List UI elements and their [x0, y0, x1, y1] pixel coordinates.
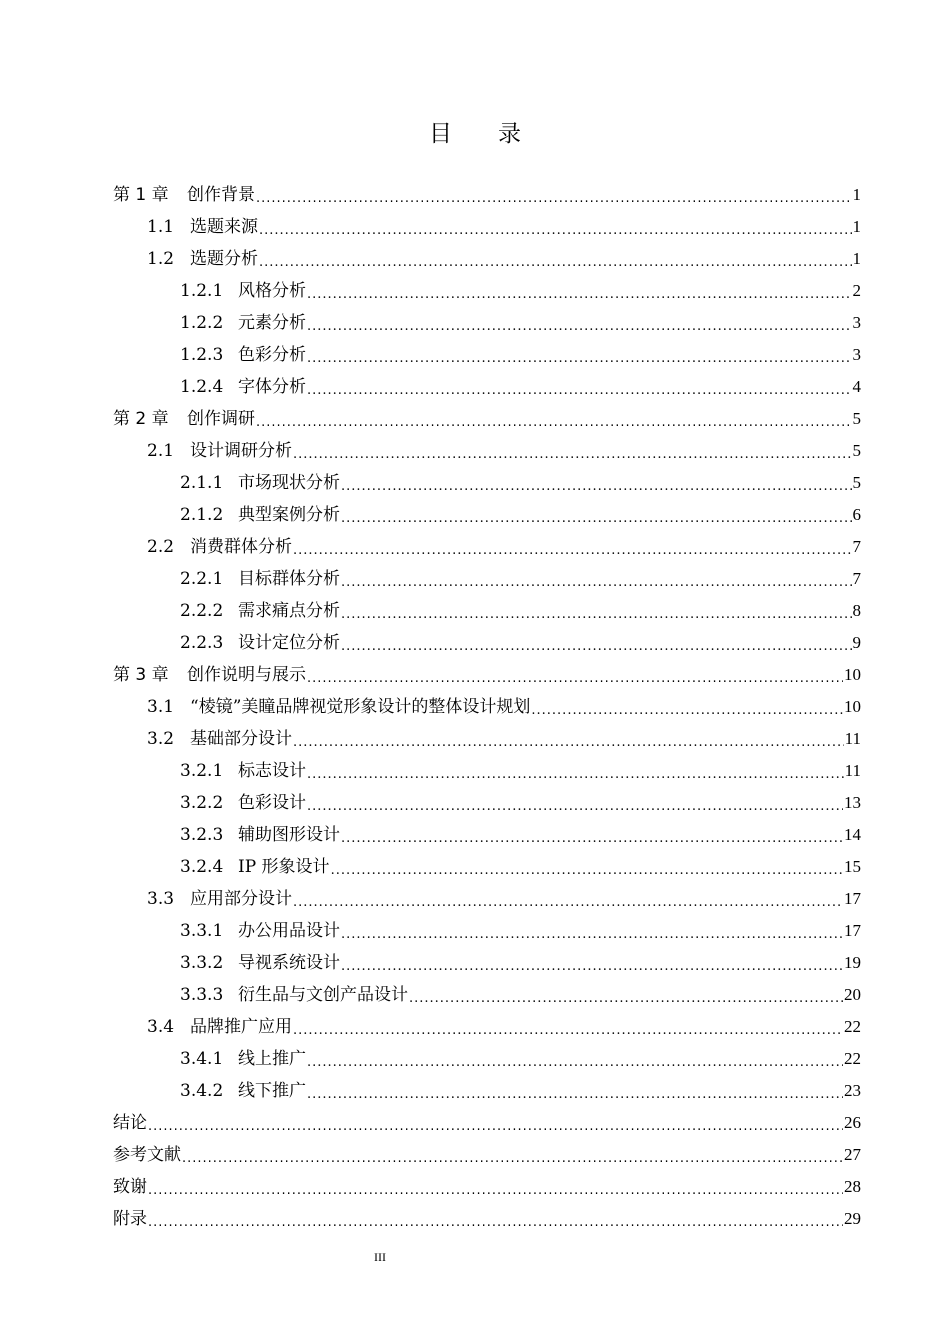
toc-entry-number: 3.2 [147, 729, 175, 749]
toc-entry[interactable] [113, 1075, 861, 1107]
dot-leader [148, 1203, 843, 1235]
dot-leader [341, 627, 852, 659]
toc-entry[interactable] [113, 275, 861, 307]
toc-entry[interactable] [113, 851, 861, 883]
toc-entry-page: 14 [844, 825, 861, 844]
dot-leader [307, 755, 844, 787]
dot-leader [341, 499, 852, 531]
table-of-contents [113, 179, 861, 1235]
toc-entry-number: 1.2.4 [180, 377, 224, 397]
toc-entry-page: 26 [844, 1113, 861, 1132]
toc-entry[interactable] [113, 979, 861, 1011]
toc-entry-label: 典型案例分析 [238, 505, 340, 525]
toc-entry-number: 3.4.1 [180, 1049, 224, 1069]
toc-entry-number: 2.2.3 [180, 633, 224, 653]
toc-entry[interactable] [113, 691, 861, 723]
dot-leader [341, 819, 843, 851]
toc-entry-page: 1 [852, 249, 861, 268]
toc-entry-number: 3.2.2 [180, 793, 224, 813]
toc-entry-page: 11 [844, 729, 861, 748]
toc-entry-page: 27 [844, 1145, 861, 1164]
toc-entry-label: 创作背景 [187, 185, 255, 205]
toc-entry-label: 色彩分析 [238, 345, 306, 365]
toc-entry[interactable] [113, 467, 861, 499]
dot-leader [256, 403, 852, 435]
toc-entry-label: 创作说明与展示 [187, 665, 306, 685]
toc-entry-page: 17 [844, 921, 861, 940]
toc-entry-label: IP 形象设计 [238, 857, 330, 877]
dot-leader [182, 1139, 843, 1171]
toc-entry-number: 3.2.4 [180, 857, 224, 877]
toc-entry-label: 基础部分设计 [190, 729, 292, 749]
toc-entry-label: 衍生品与文创产品设计 [238, 985, 408, 1005]
toc-entry[interactable] [113, 915, 861, 947]
toc-entry[interactable] [113, 243, 861, 275]
toc-entry-page: 19 [844, 953, 861, 972]
toc-entry[interactable] [113, 1043, 861, 1075]
toc-entry-label: 色彩设计 [238, 793, 306, 813]
toc-entry-number: 3.3.1 [180, 921, 224, 941]
dot-leader [293, 883, 843, 915]
dot-leader [307, 1075, 843, 1107]
toc-entry[interactable] [113, 1171, 861, 1203]
toc-entry[interactable] [113, 755, 861, 787]
toc-entry-label: 元素分析 [238, 313, 306, 333]
toc-entry-page: 10 [844, 665, 861, 684]
toc-entry-page: 15 [844, 857, 861, 876]
toc-entry[interactable] [113, 595, 861, 627]
toc-entry-number: 2.1.2 [180, 505, 224, 525]
dot-leader [341, 915, 843, 947]
toc-entry-number: 1.2 [147, 249, 175, 269]
toc-entry[interactable] [113, 211, 861, 243]
dot-leader [148, 1107, 843, 1139]
toc-entry-page: 7 [852, 537, 861, 556]
title-char-left: 目 [429, 121, 452, 147]
toc-entry-number: 第 1 章 [113, 185, 169, 205]
toc-entry[interactable] [113, 1011, 861, 1043]
toc-entry-label: 需求痛点分析 [238, 601, 340, 621]
dot-leader [307, 659, 843, 691]
toc-entry-page: 5 [852, 473, 861, 492]
dot-leader [307, 1043, 843, 1075]
toc-entry-number: 3.3 [147, 889, 175, 909]
toc-entry-label: 创作调研 [187, 409, 255, 429]
toc-entry-label: 标志设计 [238, 761, 306, 781]
dot-leader [307, 339, 852, 371]
toc-entry[interactable] [113, 531, 861, 563]
toc-entry[interactable] [113, 627, 861, 659]
toc-entry[interactable] [113, 883, 861, 915]
toc-entry-page: 22 [844, 1017, 861, 1036]
dot-leader [307, 307, 852, 339]
toc-entry-label: 设计调研分析 [190, 441, 292, 461]
toc-entry-page: 3 [852, 313, 861, 332]
toc-entry[interactable] [113, 1203, 861, 1235]
dot-leader [259, 211, 852, 243]
dot-leader [531, 691, 843, 723]
toc-entry[interactable] [113, 659, 861, 691]
toc-entry-number: 2.2.2 [180, 601, 224, 621]
toc-entry-page: 17 [844, 889, 861, 908]
dot-leader [307, 787, 843, 819]
toc-entry[interactable] [113, 723, 861, 755]
toc-entry-label: “棱镜”美瞳品牌视觉形象设计的整体设计规划 [190, 697, 531, 717]
toc-entry[interactable] [113, 339, 861, 371]
toc-entry[interactable] [113, 1107, 861, 1139]
toc-entry-label: 品牌推广应用 [190, 1017, 292, 1037]
toc-entry-label: 应用部分设计 [190, 889, 292, 909]
toc-entry-page: 22 [844, 1049, 861, 1068]
toc-entry-number: 3.1 [147, 697, 175, 717]
dot-leader [293, 723, 844, 755]
toc-entry-page: 1 [852, 185, 861, 204]
toc-entry-number: 3.4.2 [180, 1081, 224, 1101]
toc-entry-page: 5 [852, 441, 861, 460]
dot-leader [409, 979, 843, 1011]
toc-entry-label: 风格分析 [238, 281, 306, 301]
toc-entry-number: 第 2 章 [113, 409, 169, 429]
toc-entry-page: 7 [852, 569, 861, 588]
toc-entry-page: 9 [852, 633, 861, 652]
toc-entry-label: 致谢 [113, 1177, 147, 1197]
toc-entry-number: 3.3.2 [180, 953, 224, 973]
toc-entry-page: 29 [844, 1209, 861, 1228]
dot-leader [293, 531, 852, 563]
toc-entry-label: 字体分析 [238, 377, 306, 397]
page-number-footer: III [374, 1250, 386, 1264]
toc-entry[interactable] [113, 499, 861, 531]
toc-entry-page: 8 [852, 601, 861, 620]
toc-entry-page: 11 [844, 761, 861, 780]
toc-entry[interactable] [113, 403, 861, 435]
toc-entry[interactable] [113, 435, 861, 467]
toc-entry[interactable] [113, 179, 861, 211]
toc-entry-page: 1 [852, 217, 861, 236]
toc-entry-label: 附录 [113, 1209, 147, 1229]
toc-entry-number: 2.1 [147, 441, 175, 461]
dot-leader [293, 435, 852, 467]
toc-entry-label: 线下推广 [238, 1081, 306, 1101]
dot-leader [148, 1171, 843, 1203]
dot-leader [341, 563, 852, 595]
dot-leader [307, 371, 852, 403]
toc-entry-page: 6 [852, 505, 861, 524]
toc-entry[interactable] [113, 371, 861, 403]
toc-entry-number: 第 3 章 [113, 665, 169, 685]
toc-entry-number: 3.3.3 [180, 985, 224, 1005]
title-char-right: 录 [498, 121, 521, 147]
toc-entry-label: 导视系统设计 [238, 953, 340, 973]
toc-entry-number: 1.2.2 [180, 313, 224, 333]
toc-entry[interactable] [113, 563, 861, 595]
toc-entry-page: 28 [844, 1177, 861, 1196]
dot-leader [341, 467, 852, 499]
dot-leader [341, 595, 852, 627]
toc-entry-number: 2.2.1 [180, 569, 224, 589]
toc-entry[interactable] [113, 947, 861, 979]
toc-entry-number: 2.1.1 [180, 473, 224, 493]
toc-entry-label: 设计定位分析 [238, 633, 340, 653]
toc-entry-number: 3.2.1 [180, 761, 224, 781]
toc-entry-label: 目标群体分析 [238, 569, 340, 589]
toc-entry-label: 市场现状分析 [238, 473, 340, 493]
toc-entry-page: 3 [852, 345, 861, 364]
dot-leader [307, 275, 852, 307]
toc-entry[interactable] [113, 819, 861, 851]
toc-entry-page: 13 [844, 793, 861, 812]
toc-entry-page: 23 [844, 1081, 861, 1100]
toc-entry-label: 辅助图形设计 [238, 825, 340, 845]
toc-entry-number: 3.4 [147, 1017, 175, 1037]
toc-entry-page: 10 [844, 697, 861, 716]
toc-entry-page: 20 [844, 985, 861, 1004]
dot-leader [256, 179, 852, 211]
toc-entry-page: 2 [852, 281, 861, 300]
toc-entry-label: 选题来源 [190, 217, 258, 237]
toc-entry[interactable] [113, 787, 861, 819]
toc-entry-label: 参考文献 [113, 1145, 181, 1165]
toc-entry-number: 1.2.3 [180, 345, 224, 365]
dot-leader [293, 1011, 843, 1043]
toc-entry[interactable] [113, 307, 861, 339]
toc-entry-number: 1.1 [147, 217, 175, 237]
toc-entry-label: 办公用品设计 [238, 921, 340, 941]
dot-leader [341, 947, 843, 979]
toc-entry-page: 5 [852, 409, 861, 428]
toc-entry[interactable] [113, 1139, 861, 1171]
page-title [0, 115, 950, 148]
dot-leader [331, 851, 843, 883]
toc-entry-label: 消费群体分析 [190, 537, 292, 557]
toc-entry-number: 2.2 [147, 537, 175, 557]
toc-entry-label: 结论 [113, 1113, 147, 1133]
toc-entry-number: 1.2.1 [180, 281, 224, 301]
toc-entry-page: 4 [852, 377, 861, 396]
toc-entry-label: 选题分析 [190, 249, 258, 269]
toc-entry-label: 线上推广 [238, 1049, 306, 1069]
dot-leader [259, 243, 852, 275]
toc-entry-number: 3.2.3 [180, 825, 224, 845]
